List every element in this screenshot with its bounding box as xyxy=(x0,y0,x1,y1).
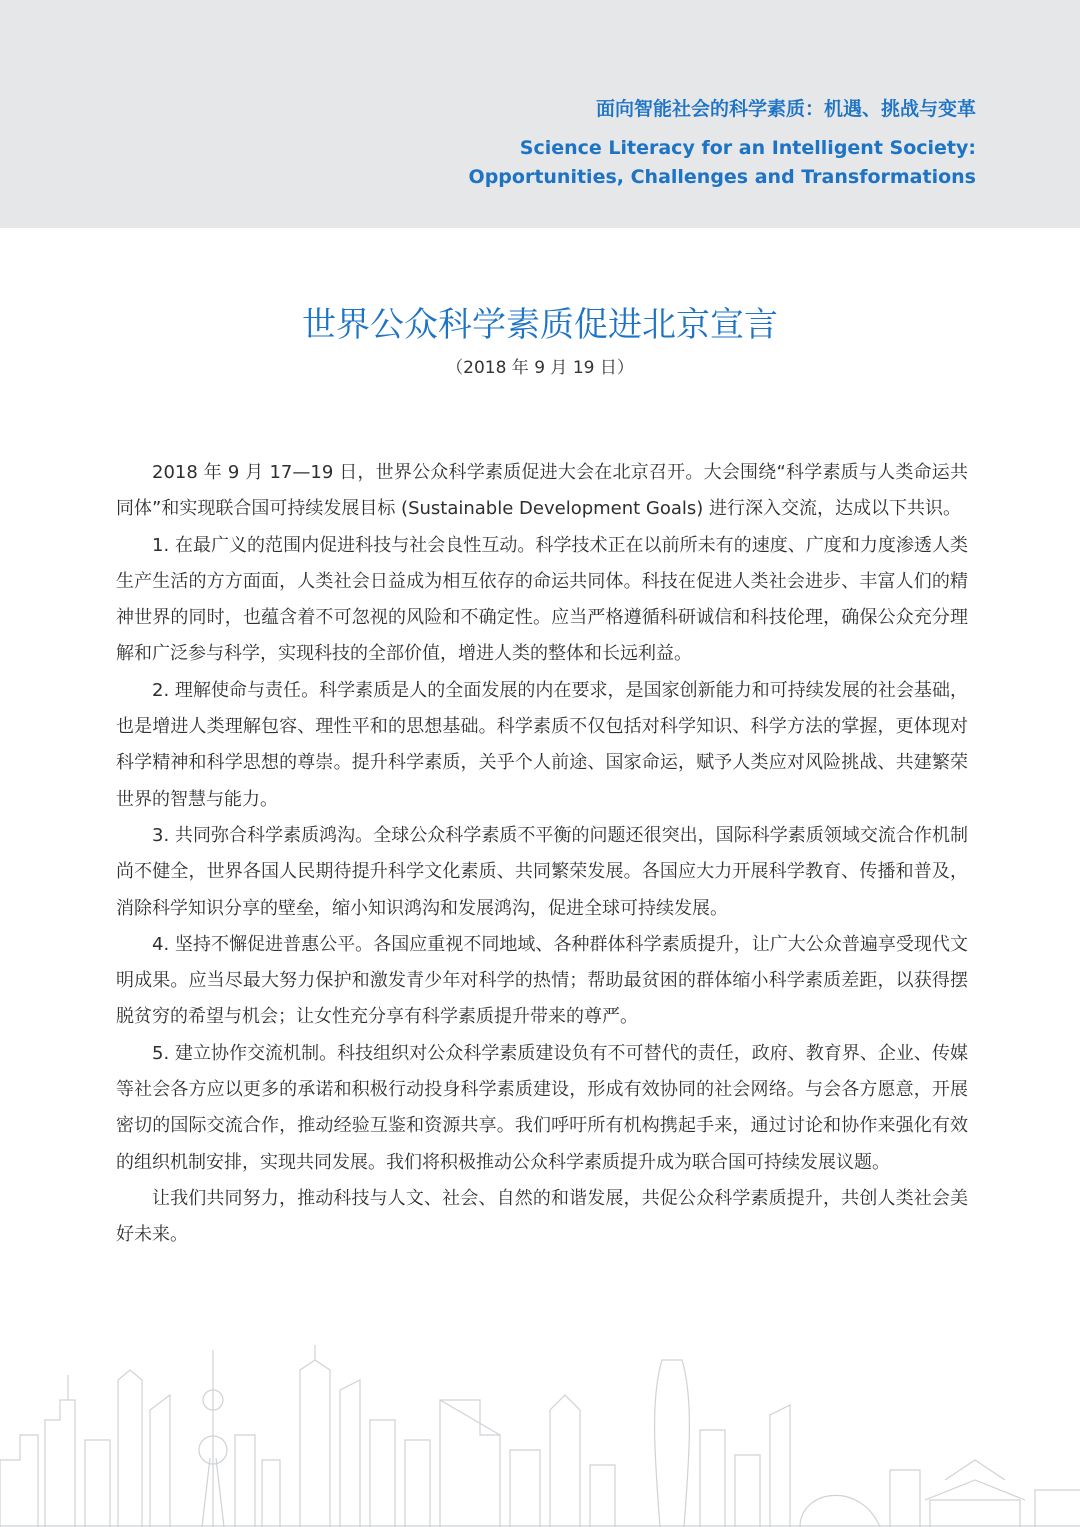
paragraph-1: 1. 在最广义的范围内促进科技与社会良性互动。科学技术正在以前所未有的速度、广度和力度渗透人类生产生活的方方面面，人类社会日益成为相互依存的命运共同体。科技在促进人类社会进步、丰富人们的精神世界的同时，也蕴含着不可忽视的风险和不确定性。应当严格遵循科研诚信和科技伦理，确保公众充分理解和广泛参与科学，实现科技的全部价值，增进人类的整体和长远利益。 xyxy=(116,534,968,665)
header-title-chinese: 面向智能社会的科学素质：机遇、挑战与变革 xyxy=(595,98,976,120)
document-date: （2018 年 9 月 19 日） xyxy=(446,358,634,378)
paragraph-5: 5. 建立协作交流机制。科技组织对公众科学素质建设负有不可替代的责任，政府、教育界、企业、传媒等社会各方应以更多的承诺和积极行动投身科学素质建设，形成有效协同的社会网络。与会各方愿意，开展密切的国际交流合作，推动经验互鉴和资源共享。我们呼吁所有机构携起手来，通过讨论和协作来强化有效的组织机制安排，实现共同发展。我们将积极推动公众科学素质提升成为联合国可持续发展议题。 xyxy=(116,1042,968,1173)
skyline-illustration xyxy=(0,1340,1080,1527)
paragraph-2: 2. 理解使命与责任。科学素质是人的全面发展的内在要求，是国家创新能力和可持续发展的社会基础，也是增进人类理解包容、理性平和的思想基础。科学素质不仅包括对科学知识、科学方法的掌握，更体现对科学精神和科学思想的尊崇。提升科学素质，关乎个人前途、国家命运，赋予人类应对风险挑战、共建繁荣世界的智慧与能力。 xyxy=(116,679,968,810)
paragraph-4: 4. 坚持不懈促进普惠公平。各国应重视不同地域、各种群体科学素质提升，让广大公众普遍享受现代文明成果。应当尽最大努力保护和激发青少年对科学的热情；帮助最贫困的群体缩小科学素质差距，以获得摆脱贫穷的希望与机会；让女性充分享有科学素质提升带来的尊严。 xyxy=(116,933,968,1028)
header-titles xyxy=(469,96,976,192)
document-body xyxy=(116,455,968,1254)
header-title-english-line-1: Science Literacy for an Intelligent Society: xyxy=(519,137,976,159)
paragraph-3: 3. 共同弥合科学素质鸿沟。全球公众科学素质不平衡的问题还很突出，国际科学素质领域交流合作机制尚不健全，世界各国人民期待提升科学文化素质、共同繁荣发展。各国应大力开展科学教育、传播和普及，消除科学知识分享的壁垒，缩小知识鸿沟和发展鸿沟，促进全球可持续发展。 xyxy=(116,824,968,919)
paragraph-closing: 让我们共同努力，推动科技与人文、社会、自然的和谐发展，共促公众科学素质提升，共创人类社会美好未来。 xyxy=(116,1187,968,1246)
header-title-english-line-2: Opportunities, Challenges and Transformations xyxy=(468,166,976,188)
header-band xyxy=(0,0,1080,228)
paragraph-intro: 2018 年 9 月 17—19 日，世界公众科学素质促进大会在北京召开。大会围绕“科学素质与人类命运共同体”和实现联合国可持续发展目标 (Sustainable Development Goals) 进行深入交流，达成以下共识。 xyxy=(116,462,968,520)
document-title: 世界公众科学素质促进北京宣言 xyxy=(302,305,778,345)
